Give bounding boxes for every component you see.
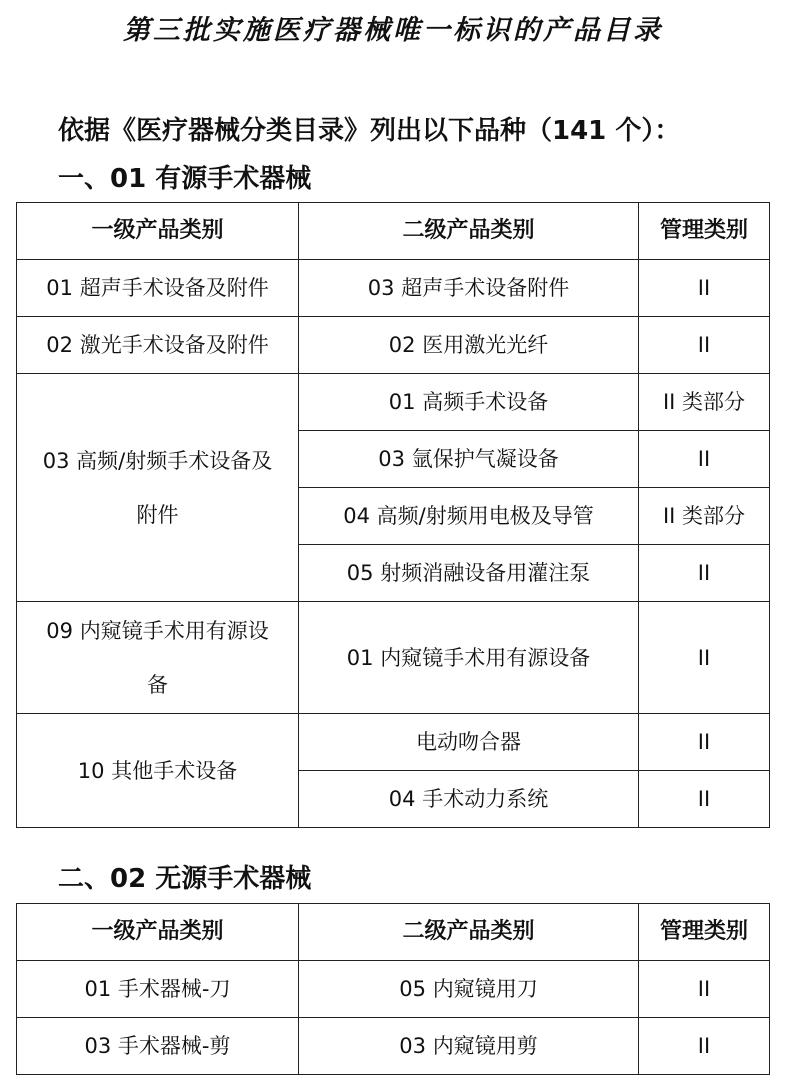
class-cell: II [639,545,770,602]
class-cell: II 类部分 [639,374,770,431]
level2-cell: 03 氩保护气凝设备 [299,431,639,488]
level1-cell: 03 高频/射频手术设备及附件 [17,374,299,602]
table-row [17,260,770,317]
level2-cell: 05 内窥镜用刀 [299,961,639,1018]
header-level1: 一级产品类别 [17,904,299,961]
document-title: 第三批实施医疗器械唯一标识的产品目录 [123,15,663,46]
table-row [17,1018,770,1075]
class-cell: II [639,317,770,374]
table-row [17,961,770,1018]
header-class: 管理类别 [639,904,770,961]
level1-cell: 01 手术器械-刀 [17,961,299,1018]
table-header-row [17,904,770,961]
table-row [17,374,770,431]
passive-instruments-table [16,903,770,1075]
level2-cell: 01 高频手术设备 [299,374,639,431]
level1-cell: 10 其他手术设备 [17,714,299,828]
class-cell: II [639,602,770,714]
intro-text: 依据《医疗器械分类目录》列出以下品种（141 个）： [58,116,681,146]
level2-cell: 03 超声手术设备附件 [299,260,639,317]
table-header-row [17,203,770,260]
level1-cell: 03 手术器械-剪 [17,1018,299,1075]
class-cell: II [639,961,770,1018]
level1-cell: 09 内窥镜手术用有源设备 [17,602,299,714]
level2-cell: 02 医用激光光纤 [299,317,639,374]
header-level2: 二级产品类别 [299,904,639,961]
header-class: 管理类别 [639,203,770,260]
level2-cell: 01 内窥镜手术用有源设备 [299,602,639,714]
header-level2: 二级产品类别 [299,203,639,260]
level2-cell: 03 内窥镜用剪 [299,1018,639,1075]
section-heading-passive: 二、02 无源手术器械 [58,864,312,894]
level1-cell: 01 超声手术设备及附件 [17,260,299,317]
class-cell: II [639,431,770,488]
level2-cell: 电动吻合器 [299,714,639,771]
class-cell: II [639,714,770,771]
class-cell: II [639,771,770,828]
active-instruments-table [16,202,770,828]
level2-cell: 04 手术动力系统 [299,771,639,828]
class-cell: II [639,1018,770,1075]
level2-cell: 05 射频消融设备用灌注泵 [299,545,639,602]
section-heading-active: 一、01 有源手术器械 [58,164,312,194]
table-row [17,317,770,374]
table-row [17,714,770,771]
header-level1: 一级产品类别 [17,203,299,260]
level2-cell: 04 高频/射频用电极及导管 [299,488,639,545]
table-row [17,602,770,714]
level1-cell: 02 激光手术设备及附件 [17,317,299,374]
class-cell: II [639,260,770,317]
class-cell: II 类部分 [639,488,770,545]
